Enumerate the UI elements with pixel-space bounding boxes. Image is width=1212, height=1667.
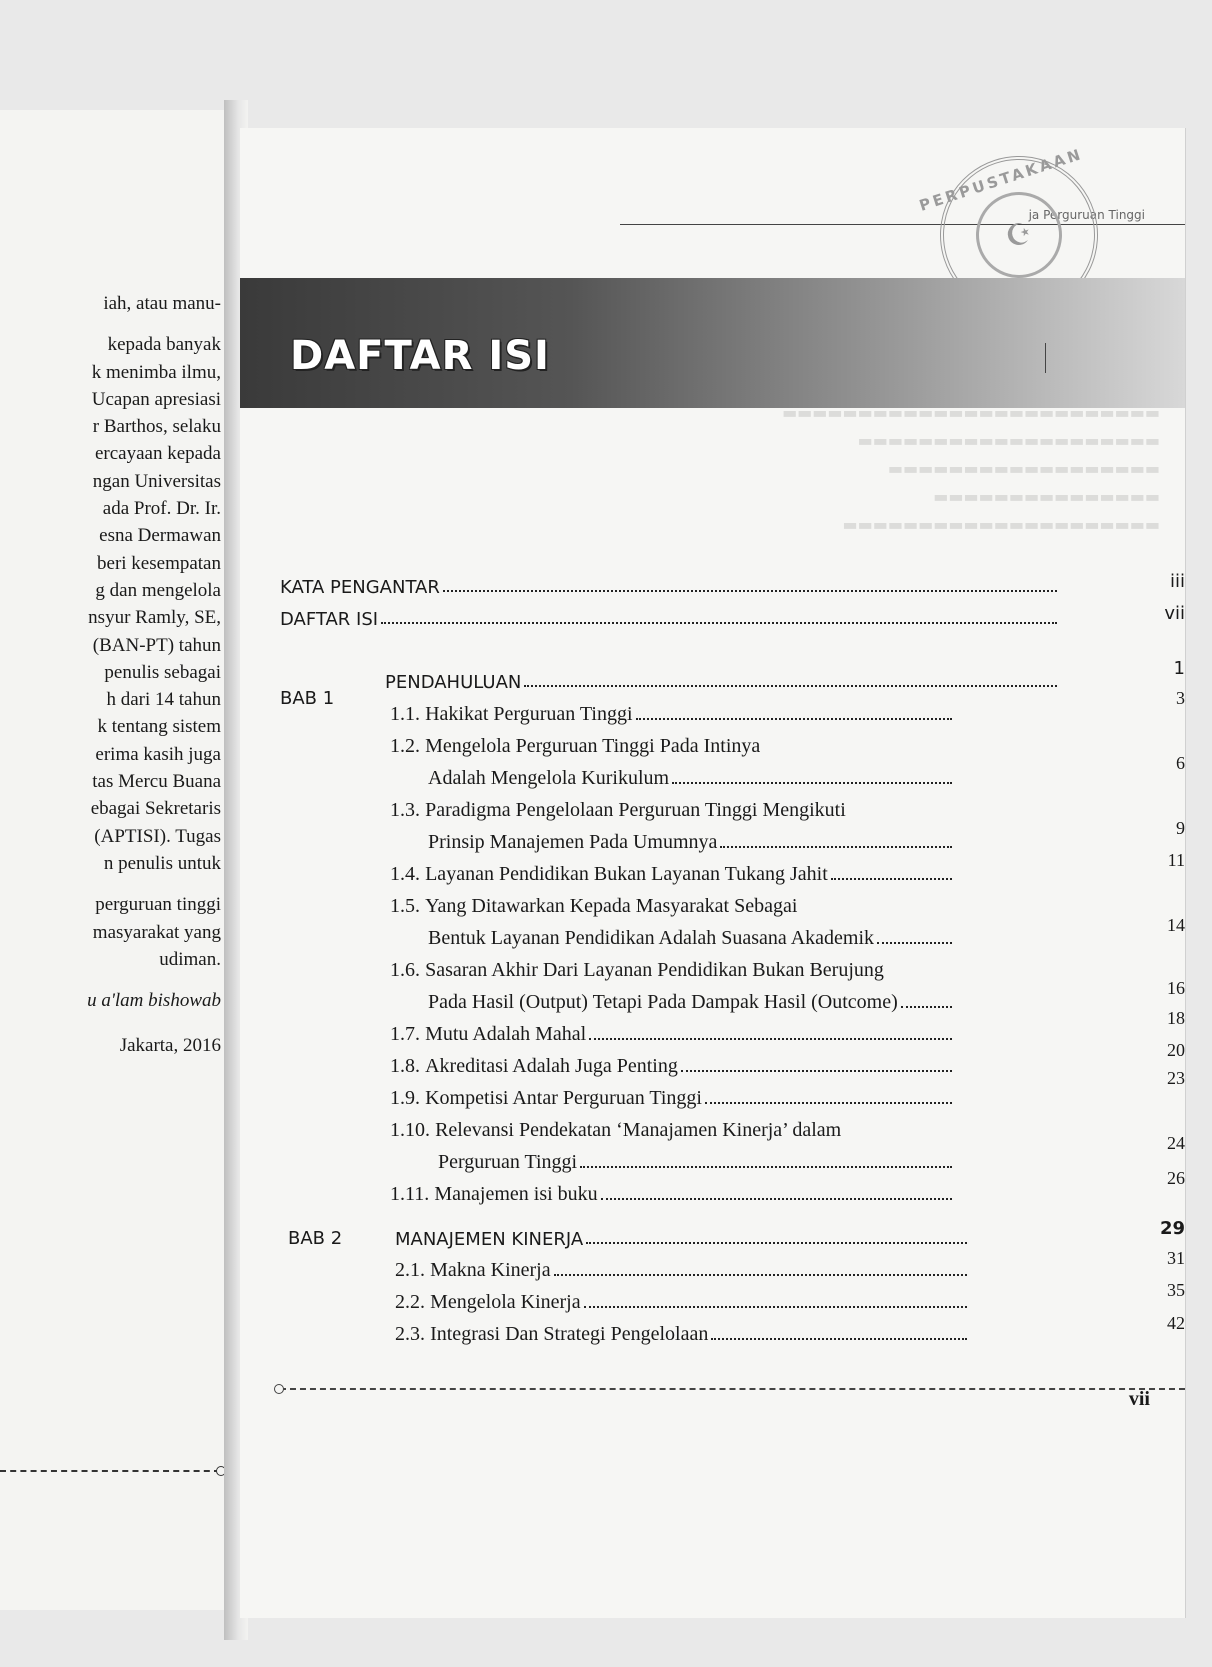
section-number: 1.6. [390, 959, 420, 981]
toc-entry[interactable] [395, 1284, 970, 1314]
left-footer-rule [0, 1470, 220, 1472]
section-title: Layanan Pendidikan Bukan Layanan Tukang Jahit [425, 863, 828, 885]
toc-entry[interactable] [280, 600, 1060, 630]
section-title-cont: Prinsip Manajemen Pada Umumnya [428, 831, 718, 853]
page-title: DAFTAR ISI [290, 333, 550, 379]
section-title: Akreditasi Adalah Juga Penting [425, 1055, 678, 1077]
toc-entry-continuation[interactable] [438, 1144, 955, 1174]
section-number: 1.1. [390, 703, 420, 725]
leader-dots [381, 622, 1057, 624]
leader-dots [636, 718, 952, 720]
toc-entry[interactable] [390, 952, 1010, 982]
previous-page [0, 110, 230, 1610]
bleed-line: ▬▬▬▬▬▬▬▬▬▬▬▬▬▬▬▬▬▬▬▬▬ [842, 515, 1160, 534]
text-line: beri kesempatan [97, 552, 221, 574]
section-number: 1.7. [390, 1023, 420, 1045]
chapter-entry[interactable] [385, 663, 1060, 693]
toc-page-number: 18 [1167, 1008, 1185, 1028]
leader-dots [672, 782, 952, 784]
text-line [0, 877, 225, 891]
section-title: Paradigma Pengelolaan Perguruan Tinggi Mengikuti [425, 799, 846, 821]
stamp-text: PERPUSTAKAAN [917, 144, 1086, 215]
toc-page-number: 9 [1176, 818, 1185, 838]
toc-page-number: 6 [1176, 753, 1185, 773]
text-line: udiman. [159, 948, 221, 970]
city-year: Jakarta, 2016 [119, 1035, 221, 1057]
leader-dots [554, 1274, 967, 1276]
toc-entry[interactable] [390, 792, 1010, 822]
section-title: Relevansi Pendekatan ‘Manajamen Kinerja’ dalam [435, 1119, 842, 1141]
section-title: Hakikat Perguruan Tinggi [425, 703, 633, 725]
section-title: Mengelola Kinerja [430, 1291, 581, 1313]
toc-entry[interactable] [395, 1316, 970, 1346]
chapter-title: PENDAHULUAN [385, 672, 522, 693]
leader-dots [443, 590, 1057, 592]
section-number: 1.4. [390, 863, 420, 885]
toc-entry[interactable] [390, 696, 955, 726]
toc-page-number: 24 [1167, 1133, 1185, 1153]
leader-dots [705, 1102, 952, 1104]
spacer [0, 973, 225, 987]
toc-entry-continuation[interactable] [428, 984, 955, 1014]
section-title-cont: Adalah Mengelola Kurikulum [428, 767, 670, 789]
toc-entry[interactable] [390, 1048, 955, 1078]
running-head: ja Perguruan Tinggi [1028, 208, 1145, 222]
table-of-contents [240, 128, 1185, 1618]
section-number: 2.2. [395, 1291, 425, 1313]
section-title: Kompetisi Antar Perguruan Tinggi [425, 1087, 702, 1109]
text-line: h dari 14 tahun [106, 689, 221, 711]
toc-entry-continuation[interactable] [428, 760, 955, 790]
leader-dots [831, 878, 952, 880]
bleed-line: ▬▬▬▬▬▬▬▬▬▬▬▬▬▬▬▬▬▬▬▬▬▬▬▬▬ [782, 403, 1160, 422]
toc-entry-continuation[interactable] [428, 824, 955, 854]
chapter-title: MANAJEMEN KINERJA [395, 1229, 584, 1250]
text-line: k tentang sistem [97, 716, 221, 738]
leader-dots [901, 1006, 952, 1008]
chapter-entry[interactable] [395, 1220, 970, 1250]
section-number: 1.11. [390, 1183, 430, 1205]
text-line: n penulis untuk [103, 852, 221, 874]
section-title: Integrasi Dan Strategi Pengelolaan [430, 1323, 709, 1345]
text-line: erima kasih juga [95, 743, 221, 765]
leader-dots [580, 1166, 952, 1168]
toc-entry[interactable] [280, 568, 1060, 598]
section-number: 1.9. [390, 1087, 420, 1109]
text-line: k menimba ilmu, [91, 361, 221, 383]
section-title: Sasaran Akhir Dari Layanan Pendidikan Bukan Berujung [425, 959, 884, 981]
toc-page-number: 11 [1167, 850, 1185, 870]
text-line: (BAN-PT) tahun [92, 634, 221, 656]
text-line: iah, atau manu- [103, 293, 221, 314]
section-title: Yang Ditawarkan Kepada Masyarakat Sebagai [425, 895, 798, 917]
leader-dots [586, 1242, 967, 1244]
section-number: 2.3. [395, 1323, 425, 1345]
text-line: (APTISI). Tugas [94, 825, 221, 847]
leader-dots [720, 846, 952, 848]
text-line: ada Prof. Dr. Ir. [102, 498, 221, 520]
text-line: g dan mengelola [95, 579, 221, 601]
section-title-cont: Bentuk Layanan Pendidikan Adalah Suasana Akademik [428, 927, 875, 949]
section-number: 1.2. [390, 735, 420, 757]
section-title-cont: Perguruan Tinggi [438, 1151, 578, 1173]
toc-entry[interactable] [390, 1080, 955, 1110]
text-line [0, 317, 225, 331]
crescent-star-icon: ☪ [965, 181, 1073, 289]
footer-rule [280, 1388, 1185, 1390]
toc-entry-title: KATA PENGANTAR [280, 577, 440, 598]
chapter-label: BAB 1 [280, 688, 335, 709]
leader-dots [601, 1198, 952, 1200]
toc-page-number: 16 [1167, 978, 1185, 998]
toc-entry[interactable] [390, 888, 990, 918]
section-number: 1.3. [390, 799, 420, 821]
toc-page-number: 3 [1176, 688, 1185, 708]
bleed-line: ▬▬▬▬▬▬▬▬▬▬▬▬▬▬▬▬▬▬▬▬ [857, 431, 1160, 450]
toc-page-number: vii [1164, 603, 1185, 624]
page-folio: vii [1128, 1388, 1150, 1410]
text-line: Ucapan apresiasi [91, 388, 221, 410]
leader-dots [711, 1338, 967, 1340]
bleed-line: ▬▬▬▬▬▬▬▬▬▬▬▬▬▬▬ [933, 487, 1160, 506]
text-line: esna Dermawan [99, 525, 221, 547]
toc-page-number: 23 [1167, 1068, 1185, 1088]
toc-entry[interactable] [390, 728, 990, 758]
toc-page-number: 1 [1173, 658, 1185, 679]
toc-page-number: 42 [1167, 1313, 1185, 1333]
section-number: 1.8. [390, 1055, 420, 1077]
toc-page-number: 35 [1167, 1280, 1185, 1300]
toc-entry[interactable] [395, 1252, 970, 1282]
toc-page-number: iii [1169, 571, 1185, 592]
footer-dot [274, 1384, 284, 1394]
text-line: ebagai Sekretaris [90, 798, 221, 820]
section-title: Manajemen isi buku [434, 1183, 598, 1205]
text-line: tas Mercu Buana [92, 771, 221, 793]
section-number: 1.5. [390, 895, 420, 917]
closing-line: u a'lam bishowab [87, 990, 221, 1012]
toc-entry-title: DAFTAR ISI [280, 609, 379, 630]
toc-entry[interactable] [390, 1176, 955, 1206]
leader-dots [877, 942, 952, 944]
section-title-cont: Pada Hasil (Output) Tetapi Pada Dampak Hasil (Outcome) [428, 991, 898, 1013]
toc-entry-continuation[interactable] [428, 920, 955, 950]
text-line: kepada banyak [107, 334, 221, 356]
toc-entry[interactable] [390, 1112, 1010, 1142]
toc-entry[interactable] [390, 856, 955, 886]
leader-dots [584, 1306, 967, 1308]
previous-page-text [0, 290, 225, 1060]
toc-page-number: 14 [1167, 915, 1185, 935]
text-line: penulis sebagai [104, 661, 221, 683]
text-line: perguruan tinggi [95, 894, 221, 916]
section-number: 2.1. [395, 1259, 425, 1281]
contents-page [240, 128, 1186, 1618]
bleed-line: ▬▬▬▬▬▬▬▬▬▬▬▬▬▬▬▬▬▬ [887, 459, 1160, 478]
text-line: masyarakat yang [92, 921, 221, 943]
toc-page-number: 29 [1159, 1218, 1185, 1239]
toc-page-number: 31 [1167, 1248, 1185, 1268]
text-line: ercayaan kepada [94, 443, 221, 465]
section-title: Mutu Adalah Mahal [425, 1023, 587, 1045]
section-title: Mengelola Perguruan Tinggi Pada Intinya [425, 735, 761, 757]
section-title: Makna Kinerja [430, 1259, 551, 1281]
leader-dots [589, 1038, 952, 1040]
toc-page-number: 26 [1167, 1168, 1185, 1188]
toc-page-number: 20 [1167, 1040, 1185, 1060]
leader-dots [524, 685, 1057, 687]
leader-dots [681, 1070, 952, 1072]
section-number: 1.10. [390, 1119, 430, 1141]
toc-entry[interactable] [390, 1016, 955, 1046]
text-line: ngan Universitas [92, 470, 221, 492]
chapter-label: BAB 2 [288, 1228, 343, 1249]
text-line: r Barthos, selaku [92, 416, 221, 438]
text-line: nsyur Ramly, SE, [88, 607, 221, 629]
